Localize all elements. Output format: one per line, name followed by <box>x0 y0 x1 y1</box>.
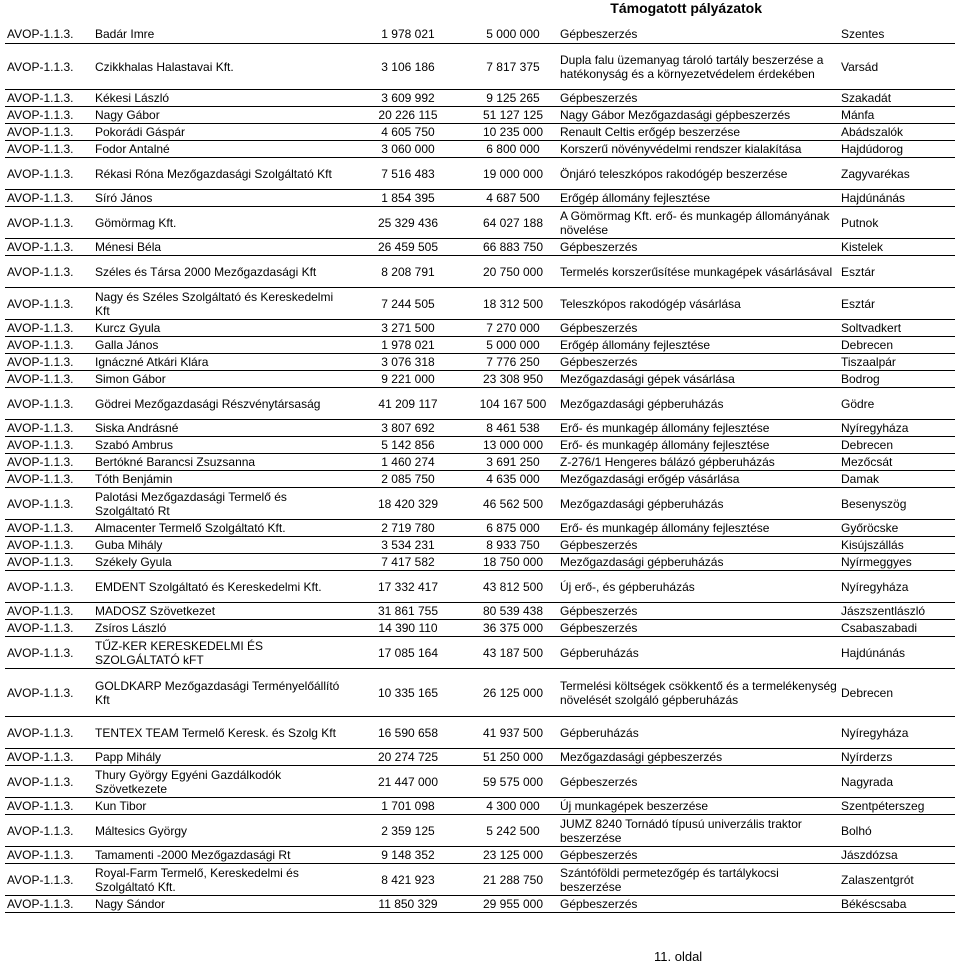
program-code-cell: AVOP-1.1.3. <box>5 436 93 453</box>
project-description-cell: Gépbeszerzés <box>558 895 839 912</box>
total-cost-cell: 59 575 000 <box>468 765 558 797</box>
table-row <box>5 765 955 797</box>
settlement-cell: Debrecen <box>839 336 955 353</box>
support-amount-cell: 25 329 436 <box>348 206 468 238</box>
project-description-cell: Mezőgazdasági gépek vásárlása <box>558 370 839 387</box>
program-code-cell: AVOP-1.1.3. <box>5 106 93 123</box>
applicant-cell: Royal-Farm Termelő, Kereskedelmi és Szolgáltató Kft. <box>93 863 348 895</box>
total-cost-cell: 46 562 500 <box>468 487 558 519</box>
support-amount-cell: 17 085 164 <box>348 636 468 668</box>
applicant-cell: TŰZ-KER KERESKEDELMI ÉS SZOLGÁLTATÓ kFT <box>93 636 348 668</box>
settlement-cell: Bolhó <box>839 814 955 846</box>
applicant-cell: Nagy és Széles Szolgáltató és Kereskedelmi Kft <box>93 287 348 319</box>
table-row <box>5 487 955 519</box>
table-row <box>5 602 955 619</box>
support-amount-cell: 8 421 923 <box>348 863 468 895</box>
table-row <box>5 668 955 716</box>
project-description-cell: Mezőgazdasági gépberuházás <box>558 387 839 419</box>
table-row <box>5 748 955 765</box>
support-amount-cell: 3 271 500 <box>348 319 468 336</box>
total-cost-cell: 8 461 538 <box>468 419 558 436</box>
table-row <box>5 353 955 370</box>
total-cost-cell: 26 125 000 <box>468 668 558 716</box>
program-code-cell: AVOP-1.1.3. <box>5 553 93 570</box>
total-cost-cell: 6 800 000 <box>468 140 558 157</box>
support-amount-cell: 20 274 725 <box>348 748 468 765</box>
project-description-cell: Gépbeszerzés <box>558 319 839 336</box>
project-description-cell: Gépbeszerzés <box>558 536 839 553</box>
support-amount-cell: 10 335 165 <box>348 668 468 716</box>
program-code-cell: AVOP-1.1.3. <box>5 89 93 106</box>
applicant-cell: Zsíros László <box>93 619 348 636</box>
applicant-cell: MADOSZ Szövetkezet <box>93 602 348 619</box>
project-description-cell: Gépbeszerzés <box>558 765 839 797</box>
settlement-cell: Mezőcsát <box>839 453 955 470</box>
program-code-cell: AVOP-1.1.3. <box>5 814 93 846</box>
applicant-cell: Galla János <box>93 336 348 353</box>
total-cost-cell: 4 687 500 <box>468 189 558 206</box>
support-amount-cell: 14 390 110 <box>348 619 468 636</box>
table-row <box>5 716 955 748</box>
total-cost-cell: 29 955 000 <box>468 895 558 912</box>
project-description-cell: Mezőgazdasági gépberuházás <box>558 487 839 519</box>
program-code-cell: AVOP-1.1.3. <box>5 206 93 238</box>
program-code-cell: AVOP-1.1.3. <box>5 487 93 519</box>
applicant-cell: Ignáczné Atkári Klára <box>93 353 348 370</box>
program-code-cell: AVOP-1.1.3. <box>5 668 93 716</box>
project-description-cell: Önjáró teleszkópos rakodógép beszerzése <box>558 157 839 189</box>
project-description-cell: Termelés korszerűsítése munkagépek vásárlásával <box>558 255 839 287</box>
table-row <box>5 863 955 895</box>
applicant-cell: Gödrei Mezőgazdasági Részvénytársaság <box>93 387 348 419</box>
total-cost-cell: 4 300 000 <box>468 797 558 814</box>
table-row <box>5 206 955 238</box>
settlement-cell: Varsád <box>839 43 955 89</box>
total-cost-cell: 64 027 188 <box>468 206 558 238</box>
total-cost-cell: 3 691 250 <box>468 453 558 470</box>
page-title: Támogatott pályázatok <box>610 0 762 16</box>
applicant-cell: EMDENT Szolgáltató és Kereskedelmi Kft. <box>93 570 348 602</box>
settlement-cell: Hajdúnánás <box>839 189 955 206</box>
applicant-cell: Bertókné Barancsi Zsuzsanna <box>93 453 348 470</box>
support-amount-cell: 16 590 658 <box>348 716 468 748</box>
table-row <box>5 470 955 487</box>
settlement-cell: Esztár <box>839 287 955 319</box>
total-cost-cell: 10 235 000 <box>468 123 558 140</box>
total-cost-cell: 8 933 750 <box>468 536 558 553</box>
support-amount-cell: 21 447 000 <box>348 765 468 797</box>
support-amount-cell: 18 420 329 <box>348 487 468 519</box>
program-code-cell: AVOP-1.1.3. <box>5 336 93 353</box>
program-code-cell: AVOP-1.1.3. <box>5 123 93 140</box>
project-description-cell: Dupla falu üzemanyag tároló tartály beszerzése a hatékonyság és a környezetvédelem érdekében <box>558 43 839 89</box>
project-description-cell: Termelési költségek csökkentő és a termelékenység növelését szolgáló gépberuházás <box>558 668 839 716</box>
settlement-cell: Nyíregyháza <box>839 419 955 436</box>
applicant-cell: Tóth Benjámin <box>93 470 348 487</box>
table-row <box>5 89 955 106</box>
program-code-cell: AVOP-1.1.3. <box>5 255 93 287</box>
applicant-cell: Siska Andrásné <box>93 419 348 436</box>
applicant-cell: Máltesics György <box>93 814 348 846</box>
table-row <box>5 419 955 436</box>
settlement-cell: Esztár <box>839 255 955 287</box>
settlement-cell: Szakadát <box>839 89 955 106</box>
table-row <box>5 123 955 140</box>
program-code-cell: AVOP-1.1.3. <box>5 895 93 912</box>
applicant-cell: TENTEX TEAM Termelő Keresk. és Szolg Kft <box>93 716 348 748</box>
settlement-cell: Hajdúdorog <box>839 140 955 157</box>
settlement-cell: Kistelek <box>839 238 955 255</box>
program-code-cell: AVOP-1.1.3. <box>5 453 93 470</box>
total-cost-cell: 18 312 500 <box>468 287 558 319</box>
project-description-cell: Renault Celtis erőgép beszerzése <box>558 123 839 140</box>
grants-table <box>5 25 955 913</box>
settlement-cell: Damak <box>839 470 955 487</box>
program-code-cell: AVOP-1.1.3. <box>5 846 93 863</box>
settlement-cell: Jászszentlászló <box>839 602 955 619</box>
applicant-cell: Szabó Ambrus <box>93 436 348 453</box>
table-row <box>5 370 955 387</box>
total-cost-cell: 19 000 000 <box>468 157 558 189</box>
table-row <box>5 319 955 336</box>
program-code-cell: AVOP-1.1.3. <box>5 602 93 619</box>
support-amount-cell: 3 106 186 <box>348 43 468 89</box>
settlement-cell: Kisújszállás <box>839 536 955 553</box>
support-amount-cell: 4 605 750 <box>348 123 468 140</box>
total-cost-cell: 51 250 000 <box>468 748 558 765</box>
project-description-cell: JUMZ 8240 Tornádó típusú univerzális traktor beszerzése <box>558 814 839 846</box>
project-description-cell: Gépbeszerzés <box>558 89 839 106</box>
applicant-cell: Kékesi László <box>93 89 348 106</box>
total-cost-cell: 23 125 000 <box>468 846 558 863</box>
total-cost-cell: 43 187 500 <box>468 636 558 668</box>
settlement-cell: Csabaszabadi <box>839 619 955 636</box>
settlement-cell: Gödre <box>839 387 955 419</box>
applicant-cell: Thury György Egyéni Gazdálkodók Szövetkezete <box>93 765 348 797</box>
total-cost-cell: 7 817 375 <box>468 43 558 89</box>
project-description-cell: Erő- és munkagép állomány fejlesztése <box>558 519 839 536</box>
total-cost-cell: 6 875 000 <box>468 519 558 536</box>
table-row <box>5 519 955 536</box>
applicant-cell: Guba Mihály <box>93 536 348 553</box>
program-code-cell: AVOP-1.1.3. <box>5 619 93 636</box>
applicant-cell: Kun Tibor <box>93 797 348 814</box>
program-code-cell: AVOP-1.1.3. <box>5 319 93 336</box>
settlement-cell: Debrecen <box>839 436 955 453</box>
program-code-cell: AVOP-1.1.3. <box>5 797 93 814</box>
settlement-cell: Nagyrada <box>839 765 955 797</box>
total-cost-cell: 18 750 000 <box>468 553 558 570</box>
project-description-cell: Gépberuházás <box>558 636 839 668</box>
project-description-cell: Erő- és munkagép állomány fejlesztése <box>558 419 839 436</box>
support-amount-cell: 11 850 329 <box>348 895 468 912</box>
program-code-cell: AVOP-1.1.3. <box>5 748 93 765</box>
total-cost-cell: 43 812 500 <box>468 570 558 602</box>
applicant-cell: Nagy Sándor <box>93 895 348 912</box>
support-amount-cell: 7 417 582 <box>348 553 468 570</box>
applicant-cell: Papp Mihály <box>93 748 348 765</box>
total-cost-cell: 13 000 000 <box>468 436 558 453</box>
total-cost-cell: 66 883 750 <box>468 238 558 255</box>
program-code-cell: AVOP-1.1.3. <box>5 189 93 206</box>
program-code-cell: AVOP-1.1.3. <box>5 25 93 43</box>
table-row <box>5 636 955 668</box>
support-amount-cell: 3 609 992 <box>348 89 468 106</box>
table-row <box>5 25 955 43</box>
total-cost-cell: 9 125 265 <box>468 89 558 106</box>
program-code-cell: AVOP-1.1.3. <box>5 470 93 487</box>
program-code-cell: AVOP-1.1.3. <box>5 419 93 436</box>
project-description-cell: Új munkagépek beszerzése <box>558 797 839 814</box>
support-amount-cell: 3 076 318 <box>348 353 468 370</box>
project-description-cell: Gépbeszerzés <box>558 602 839 619</box>
support-amount-cell: 20 226 115 <box>348 106 468 123</box>
settlement-cell: Békéscsaba <box>839 895 955 912</box>
total-cost-cell: 104 167 500 <box>468 387 558 419</box>
support-amount-cell: 3 060 000 <box>348 140 468 157</box>
support-amount-cell: 2 359 125 <box>348 814 468 846</box>
project-description-cell: Mezőgazdasági gépberuházás <box>558 553 839 570</box>
settlement-cell: Szentpéterszeg <box>839 797 955 814</box>
program-code-cell: AVOP-1.1.3. <box>5 140 93 157</box>
applicant-cell: Palotási Mezőgazdasági Termelő és Szolgáltató Rt <box>93 487 348 519</box>
program-code-cell: AVOP-1.1.3. <box>5 636 93 668</box>
table-row <box>5 536 955 553</box>
support-amount-cell: 3 534 231 <box>348 536 468 553</box>
settlement-cell: Nyírmeggyes <box>839 553 955 570</box>
table-row <box>5 157 955 189</box>
project-description-cell: Erőgép állomány fejlesztése <box>558 189 839 206</box>
table-row <box>5 436 955 453</box>
applicant-cell: GOLDKARP Mezőgazdasági Terményelőállító Kft <box>93 668 348 716</box>
table-row <box>5 553 955 570</box>
project-description-cell: Mezőgazdasági erőgép vásárlása <box>558 470 839 487</box>
support-amount-cell: 7 244 505 <box>348 287 468 319</box>
project-description-cell: Gépbeszerzés <box>558 846 839 863</box>
support-amount-cell: 5 142 856 <box>348 436 468 453</box>
table-row <box>5 255 955 287</box>
project-description-cell: Új erő-, és gépberuházás <box>558 570 839 602</box>
total-cost-cell: 41 937 500 <box>468 716 558 748</box>
support-amount-cell: 7 516 483 <box>348 157 468 189</box>
project-description-cell: Szántóföldi permetezőgép és tartálykocsi beszerzése <box>558 863 839 895</box>
total-cost-cell: 7 270 000 <box>468 319 558 336</box>
support-amount-cell: 1 460 274 <box>348 453 468 470</box>
project-description-cell: Erőgép állomány fejlesztése <box>558 336 839 353</box>
settlement-cell: Nyíregyháza <box>839 716 955 748</box>
applicant-cell: Nagy Gábor <box>93 106 348 123</box>
project-description-cell: Gépbeszerzés <box>558 238 839 255</box>
settlement-cell: Bodrog <box>839 370 955 387</box>
program-code-cell: AVOP-1.1.3. <box>5 863 93 895</box>
total-cost-cell: 4 635 000 <box>468 470 558 487</box>
program-code-cell: AVOP-1.1.3. <box>5 238 93 255</box>
total-cost-cell: 5 000 000 <box>468 25 558 43</box>
settlement-cell: Nyíregyháza <box>839 570 955 602</box>
program-code-cell: AVOP-1.1.3. <box>5 387 93 419</box>
project-description-cell: Nagy Gábor Mezőgazdasági gépbeszerzés <box>558 106 839 123</box>
applicant-cell: Czikkhalas Halastavai Kft. <box>93 43 348 89</box>
program-code-cell: AVOP-1.1.3. <box>5 43 93 89</box>
applicant-cell: Széles és Társa 2000 Mezőgazdasági Kft <box>93 255 348 287</box>
program-code-cell: AVOP-1.1.3. <box>5 716 93 748</box>
support-amount-cell: 17 332 417 <box>348 570 468 602</box>
settlement-cell: Besenyszög <box>839 487 955 519</box>
table-row <box>5 846 955 863</box>
applicant-cell: Rékasi Róna Mezőgazdasági Szolgáltató Kft <box>93 157 348 189</box>
settlement-cell: Mánfa <box>839 106 955 123</box>
table-row <box>5 43 955 89</box>
table-row <box>5 106 955 123</box>
project-description-cell: A Gömörmag Kft. erő- és munkagép állományának növelése <box>558 206 839 238</box>
program-code-cell: AVOP-1.1.3. <box>5 287 93 319</box>
support-amount-cell: 3 807 692 <box>348 419 468 436</box>
program-code-cell: AVOP-1.1.3. <box>5 519 93 536</box>
settlement-cell: Soltvadkert <box>839 319 955 336</box>
applicant-cell: Ménesi Béla <box>93 238 348 255</box>
table-row <box>5 570 955 602</box>
settlement-cell: Abádszalók <box>839 123 955 140</box>
program-code-cell: AVOP-1.1.3. <box>5 157 93 189</box>
table-row <box>5 189 955 206</box>
settlement-cell: Putnok <box>839 206 955 238</box>
table-row <box>5 814 955 846</box>
table-row <box>5 797 955 814</box>
program-code-cell: AVOP-1.1.3. <box>5 370 93 387</box>
support-amount-cell: 1 854 395 <box>348 189 468 206</box>
table-row <box>5 619 955 636</box>
applicant-cell: Székely Gyula <box>93 553 348 570</box>
total-cost-cell: 5 000 000 <box>468 336 558 353</box>
project-description-cell: Erő- és munkagép állomány fejlesztése <box>558 436 839 453</box>
program-code-cell: AVOP-1.1.3. <box>5 765 93 797</box>
total-cost-cell: 20 750 000 <box>468 255 558 287</box>
support-amount-cell: 1 978 021 <box>348 336 468 353</box>
applicant-cell: Pokorádi Gáspár <box>93 123 348 140</box>
total-cost-cell: 51 127 125 <box>468 106 558 123</box>
applicant-cell: Almacenter Termelő Szolgáltató Kft. <box>93 519 348 536</box>
support-amount-cell: 41 209 117 <box>348 387 468 419</box>
project-description-cell: Z-276/1 Hengeres bálázó gépberuházás <box>558 453 839 470</box>
total-cost-cell: 36 375 000 <box>468 619 558 636</box>
applicant-cell: Kurcz Gyula <box>93 319 348 336</box>
table-row <box>5 387 955 419</box>
support-amount-cell: 2 719 780 <box>348 519 468 536</box>
applicant-cell: Síró János <box>93 189 348 206</box>
support-amount-cell: 26 459 505 <box>348 238 468 255</box>
applicant-cell: Tamamenti -2000 Mezőgazdasági Rt <box>93 846 348 863</box>
support-amount-cell: 8 208 791 <box>348 255 468 287</box>
settlement-cell: Hajdúnánás <box>839 636 955 668</box>
program-code-cell: AVOP-1.1.3. <box>5 536 93 553</box>
settlement-cell: Tiszaalpár <box>839 353 955 370</box>
program-code-cell: AVOP-1.1.3. <box>5 570 93 602</box>
support-amount-cell: 31 861 755 <box>348 602 468 619</box>
table-row <box>5 453 955 470</box>
support-amount-cell: 9 148 352 <box>348 846 468 863</box>
grants-table-body <box>5 25 955 912</box>
settlement-cell: Debrecen <box>839 668 955 716</box>
total-cost-cell: 21 288 750 <box>468 863 558 895</box>
table-row <box>5 336 955 353</box>
total-cost-cell: 7 776 250 <box>468 353 558 370</box>
applicant-cell: Badár Imre <box>93 25 348 43</box>
project-description-cell: Teleszkópos rakodógép vásárlása <box>558 287 839 319</box>
project-description-cell: Gépberuházás <box>558 716 839 748</box>
total-cost-cell: 5 242 500 <box>468 814 558 846</box>
support-amount-cell: 1 701 098 <box>348 797 468 814</box>
support-amount-cell: 2 085 750 <box>348 470 468 487</box>
applicant-cell: Fodor Antalné <box>93 140 348 157</box>
support-amount-cell: 9 221 000 <box>348 370 468 387</box>
settlement-cell: Szentes <box>839 25 955 43</box>
settlement-cell: Zagyvarékas <box>839 157 955 189</box>
settlement-cell: Nyírderzs <box>839 748 955 765</box>
table-row <box>5 895 955 912</box>
project-description-cell: Mezőgazdasági gépbeszerzés <box>558 748 839 765</box>
page-number: 11. oldal <box>654 949 703 964</box>
project-description-cell: Gépbeszerzés <box>558 25 839 43</box>
settlement-cell: Győröcske <box>839 519 955 536</box>
table-row <box>5 238 955 255</box>
project-description-cell: Korszerű növényvédelmi rendszer kialakítása <box>558 140 839 157</box>
table-row <box>5 140 955 157</box>
settlement-cell: Jászdózsa <box>839 846 955 863</box>
settlement-cell: Zalaszentgrót <box>839 863 955 895</box>
total-cost-cell: 23 308 950 <box>468 370 558 387</box>
program-code-cell: AVOP-1.1.3. <box>5 353 93 370</box>
applicant-cell: Gömörmag Kft. <box>93 206 348 238</box>
applicant-cell: Simon Gábor <box>93 370 348 387</box>
total-cost-cell: 80 539 438 <box>468 602 558 619</box>
support-amount-cell: 1 978 021 <box>348 25 468 43</box>
table-row <box>5 287 955 319</box>
project-description-cell: Gépbeszerzés <box>558 619 839 636</box>
project-description-cell: Gépbeszerzés <box>558 353 839 370</box>
